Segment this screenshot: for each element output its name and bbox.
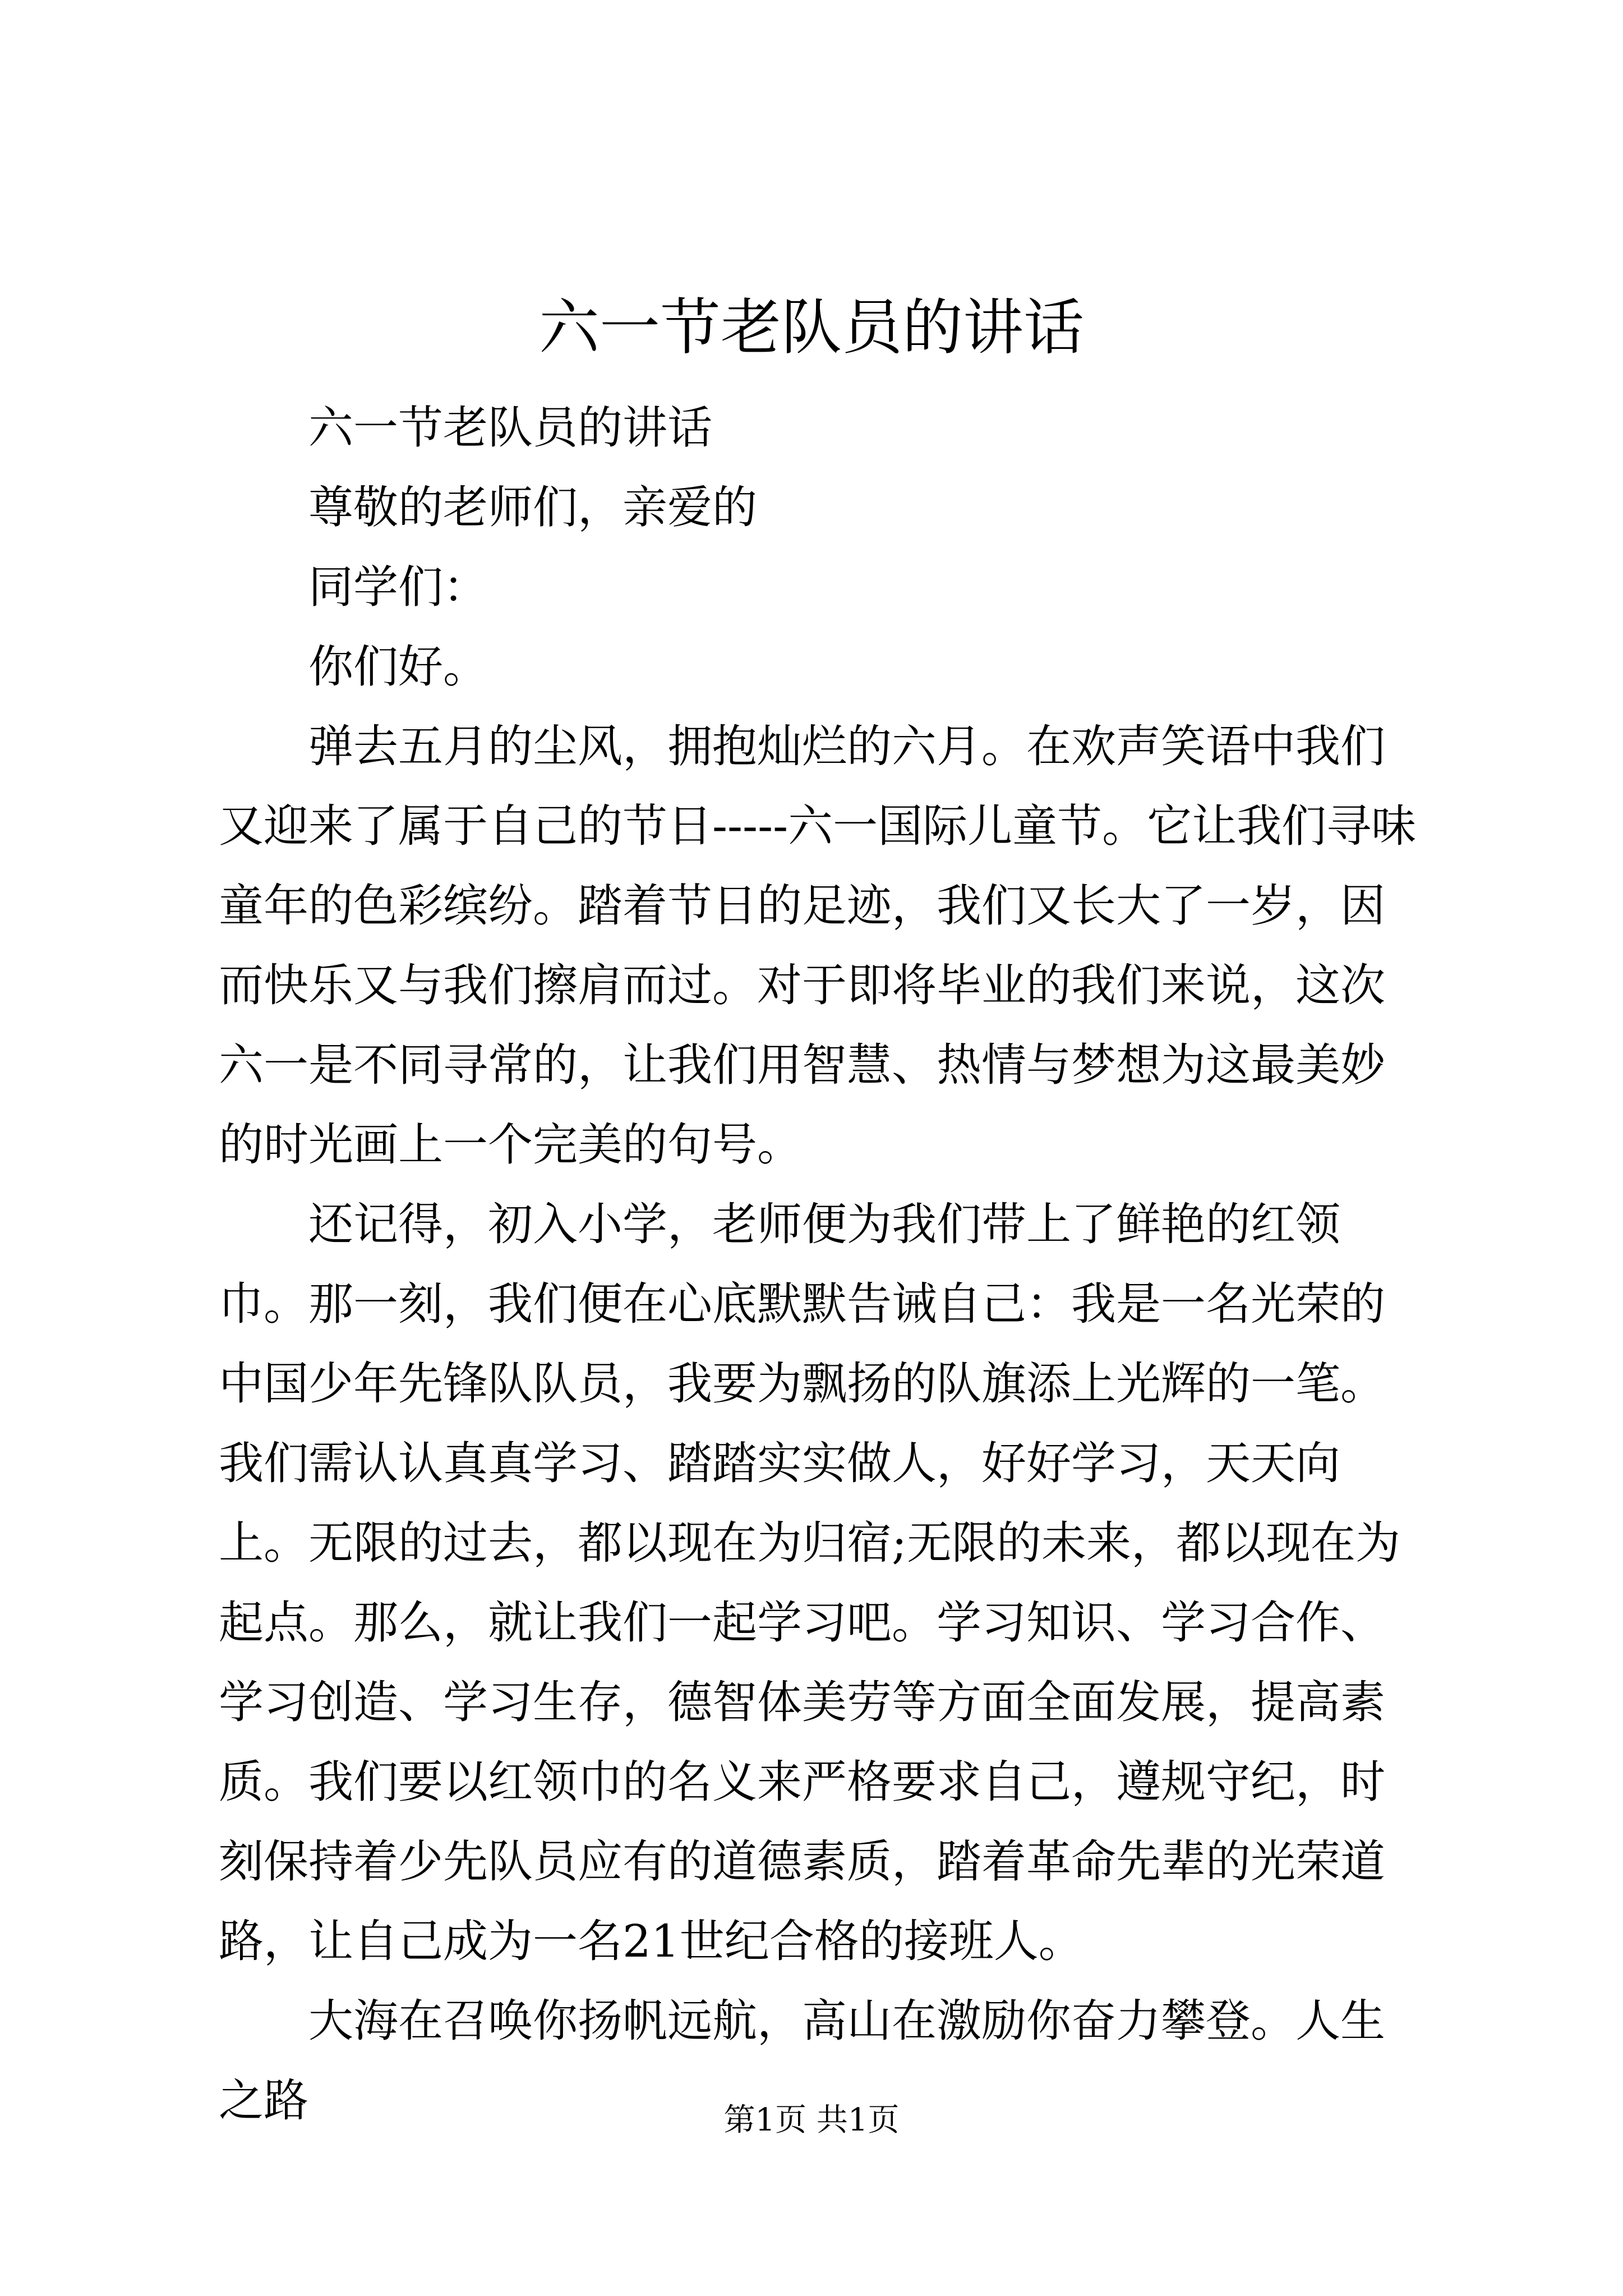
paragraph-salutation-cont: 同学们：	[308, 561, 488, 613]
paragraph: 大海在召唤你扬帆远航，高山在激励你奋力攀登。人生之路	[219, 1995, 1385, 2127]
document-body	[219, 388, 1429, 2141]
paragraph: 还记得，初入小学，老师便为我们带上了鲜艳的红领巾。那一刻，我们便在心底默默告诫自己：我是一名光荣的中国少年先锋队队员，我要为飘扬的队旗添上光辉的一笔。我们需认认真真学习、踏踏实实做人，好好学习，天天向上。无限的过去，都以现在为归宿;无限的未来，都以现在为起点。那么，就让我们一起学习吧。学习知识、学习合作、学习创造、学习生存，德智体美劳等方面全面发展，提高素质。我们要以红领巾的名义来严格要求自己，遵规守纪，时刻保持着少先队员应有的道德素质，踏着革命先辈的光荣道路，让自己成为一名21世纪合格的接班人。	[219, 1198, 1400, 1967]
document-title: 六一节老队员的讲话	[538, 293, 1084, 363]
paragraph-salutation: 尊敬的老师们，亲爱的	[308, 481, 757, 533]
paragraph: 弹去五月的尘风，拥抱灿烂的六月。在欢声笑语中我们又迎来了属于自己的节日-----六一国际儿童节。它让我们寻味童年的色彩缤纷。踏着节日的足迹，我们又长大了一岁，因而快乐又与我们擦肩而过。对于即将毕业的我们来说，这次六一是不同寻常的，让我们用智慧、热情与梦想为这最美妙的时光画上一个完美的句号。	[219, 720, 1417, 1171]
paragraph-greeting: 你们好。	[308, 641, 488, 693]
page-footer: 第1页 共1页	[723, 2102, 900, 2138]
paragraph-heading: 六一节老队员的讲话	[308, 402, 712, 454]
